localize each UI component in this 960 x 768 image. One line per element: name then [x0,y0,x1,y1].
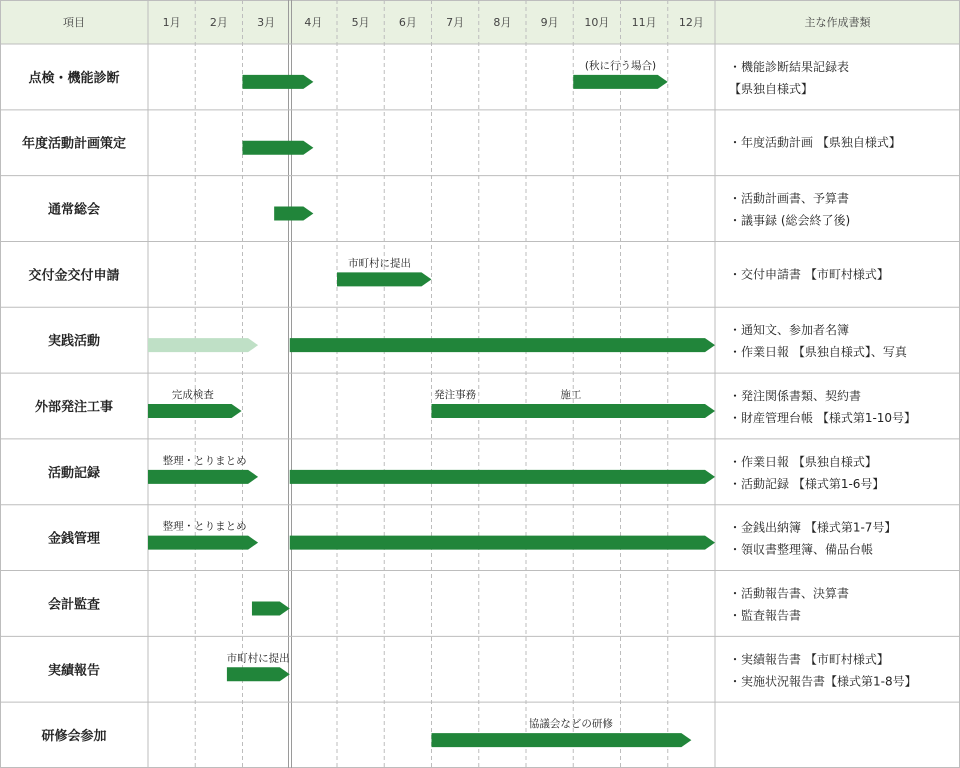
schedule-bar-arrow [148,404,242,418]
document-item: ・発注関係書類、契約書 [729,389,862,403]
month-label: 5月 [351,16,370,29]
row-item-name: 金銭管理 [47,531,101,547]
bar-annotation: 発注事務 [434,389,477,401]
row-item-name: 点検・機能診断 [28,70,120,86]
schedule-bar-arrow [148,470,258,484]
document-item: ・領収書整理簿、備品台帳 [729,542,874,557]
row-item-name: 会計監査 [47,597,101,613]
row-item-name: 研修会参加 [41,729,107,745]
schedule-bar-arrow [337,272,432,286]
schedule-bar-arrow [252,601,290,615]
schedule-bar-arrow [243,141,314,155]
document-item: ・作業日報 【県独自様式】 [729,454,877,469]
month-label: 2月 [209,16,228,29]
month-label: 3月 [257,16,276,29]
document-item: ・交付申請書 【市町村様式】 [729,267,889,282]
document-item: ・作業日報 【県独自様式】、写真 [729,345,907,360]
month-label: 11月 [631,16,657,29]
row-item-name: 年度活動計画策定 [21,136,127,152]
document-item: ・活動計画書、予算書 [729,191,850,206]
row-item-name: 通常総会 [47,202,101,218]
row-item-name: 実践活動 [47,334,101,350]
bar-annotation: 市町村に提出 [348,257,412,270]
document-item: 【県独自様式】 [729,81,814,96]
schedule-bar-arrow [290,338,715,352]
month-label: 7月 [446,16,465,29]
docs-column-header: 主な作成書類 [804,16,871,29]
row-item-name: 交付金交付申請 [28,268,120,284]
document-item: ・議事録 (総会終了後) [729,213,851,228]
month-label: 8月 [493,16,512,29]
document-item: ・実施状況報告書【様式第1-8号】 [729,674,917,689]
bar-annotation: 施工 [560,389,582,401]
document-item: ・活動記録 【様式第1-6号】 [729,476,885,491]
schedule-bar-arrow [243,75,314,89]
month-label: 12月 [678,16,704,29]
bar-annotation: 整理・とりまとめ [162,520,247,533]
row-item-name: 外部発注工事 [34,400,114,415]
schedule-bar-arrow [274,207,313,221]
month-label: 6月 [398,16,417,29]
item-column-header: 項目 [63,16,85,29]
schedule-bar-arrow [148,536,258,550]
row-item-name: 実績報告 [47,663,101,679]
month-label: 1月 [162,16,181,29]
schedule-bar-arrow [290,536,715,550]
bar-annotation: 整理・とりまとめ [162,454,247,467]
schedule-bar-arrow [227,667,290,681]
month-label: 4月 [304,16,323,29]
document-item: ・機能診断結果記録表 [729,59,850,74]
month-label: 10月 [584,16,610,29]
document-item: ・通知文、参加者名簿 [729,323,850,338]
schedule-bar-arrow [148,338,258,352]
document-item: ・監査報告書 [729,608,802,623]
document-item: ・実績報告書 【市町村様式】 [729,652,889,667]
bar-annotation: 市町村に提出 [226,652,290,665]
schedule-bar-arrow [573,75,668,89]
schedule-bar-arrow [290,470,715,484]
schedule-bar-arrow [432,733,692,747]
document-item: ・財産管理台帳 【様式第1-10号】 [729,411,917,425]
document-item: ・金銭出納簿 【様式第1-7号】 [729,520,897,535]
bar-annotation: 協議会などの研修 [528,718,613,731]
month-label: 9月 [540,16,559,29]
bar-annotation: 完成検査 [171,389,214,401]
document-item: ・年度活動計画 【県独自様式】 [729,135,901,150]
schedule-bar-arrow [432,404,716,418]
bar-annotation: (秋に行う場合) [584,59,657,72]
document-item: ・活動報告書、決算書 [729,586,850,601]
row-item-name: 活動記録 [47,465,101,481]
